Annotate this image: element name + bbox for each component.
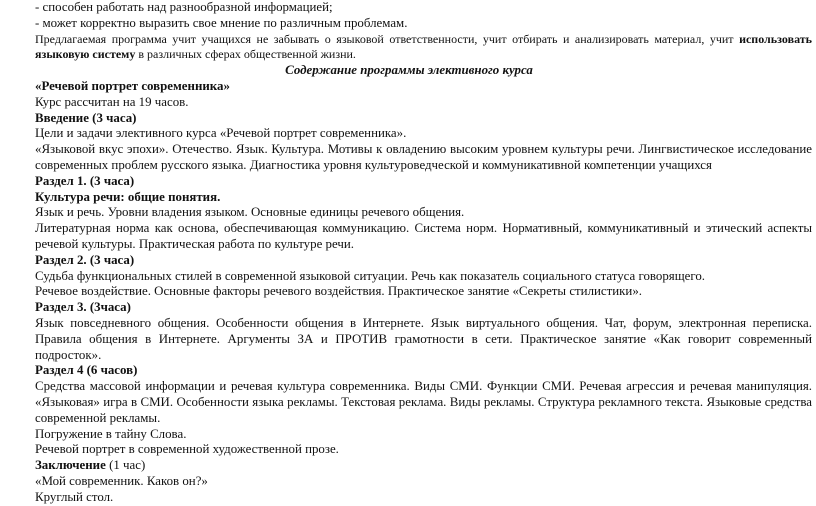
paragraph: Литературная норма как основа, обеспечивающая коммуникацию. Система норм. Нормативный, коммуникативный и этический аспекты речевой культуры. Практическая работа по культуре речи. [35, 221, 812, 251]
paragraph-text: Предлагаемая программа учит учащихся не забывать о языковой ответственности, учит отбирать и анализировать материал, учит [35, 31, 740, 46]
paragraph: Язык и речь. Уровни владения языком. Основные единицы речевого общения. [35, 205, 465, 220]
section-1-subtitle: Культура речи: общие понятия. [35, 189, 221, 204]
paragraph: Средства массовой информации и речевая культура современника. Виды СМИ. Функции СМИ. Речевая агрессия и речевая манипуляция. «Языковая» игра в СМИ. Особенности языка рекламы. Текстовая реклама. Виды рекламы. Структура рекламного текста. Языковые средства современной рекламы. [35, 379, 812, 425]
paragraph: «Языковой вкус эпохи». Отечество. Язык. Культура. Мотивы к овладению высоким уровнем культуры речи. Лингвистическое исследование современных проблем русского языка. Диагностика уровня культуроведческой и коммуникативной компетенции учащихся [35, 142, 812, 172]
bullet-line: - может корректно выразить свое мнение по различным проблемам. [35, 15, 408, 30]
course-title: «Речевой портрет современника» [35, 78, 230, 93]
paragraph: Курс рассчитан на 19 часов. [35, 94, 189, 109]
paragraph: Речевое воздействие. Основные факторы речевого воздействия. Практическое занятие «Секреты стилистики». [35, 284, 642, 299]
bold-phrase: использовать языковую систему [35, 31, 812, 62]
section-heading: Содержание программы элективного курса [285, 63, 533, 78]
paragraph: Судьба функциональных стилей в современной языковой ситуации. Речь как показатель социального статуса говорящего. [35, 268, 706, 283]
conclusion-title: Заключение [35, 458, 106, 473]
conclusion-heading [6, 458, 812, 474]
bullet-line: - способен работать над разнообразной информацией; [35, 0, 333, 14]
paragraph: Круглый стол. [35, 489, 114, 504]
section-1-title: Раздел 1. (3 часа) [35, 173, 135, 188]
section-2-title: Раздел 2. (3 часа) [35, 252, 135, 267]
conclusion-hours: (1 час) [105, 458, 146, 473]
paragraph-text: в различных сферах общественной жизни. [135, 47, 356, 62]
section-3-title: Раздел 3. (3часа) [35, 300, 131, 315]
paragraph [6, 32, 812, 64]
paragraph: Погружение в тайну Слова. [35, 426, 187, 441]
paragraph: Речевой портрет в современной художественной прозе. [35, 442, 339, 457]
section-4-title: Раздел 4 (6 часов) [35, 363, 138, 378]
intro-title: Введение (3 часа) [35, 110, 137, 125]
paragraph: Язык повседневного общения. Особенности общения в Интернете. Язык виртуального общения. Чат, форум, электронная переписка. Правила общения в Интернете. Аргументы ЗА и ПРОТИВ грамотности в сети. Практическое занятие «Как говорит современный подросток». [35, 315, 812, 362]
paragraph: «Мой современник. Каков он?» [35, 473, 208, 488]
paragraph: Цели и задачи элективного курса «Речевой портрет современника». [35, 126, 407, 141]
